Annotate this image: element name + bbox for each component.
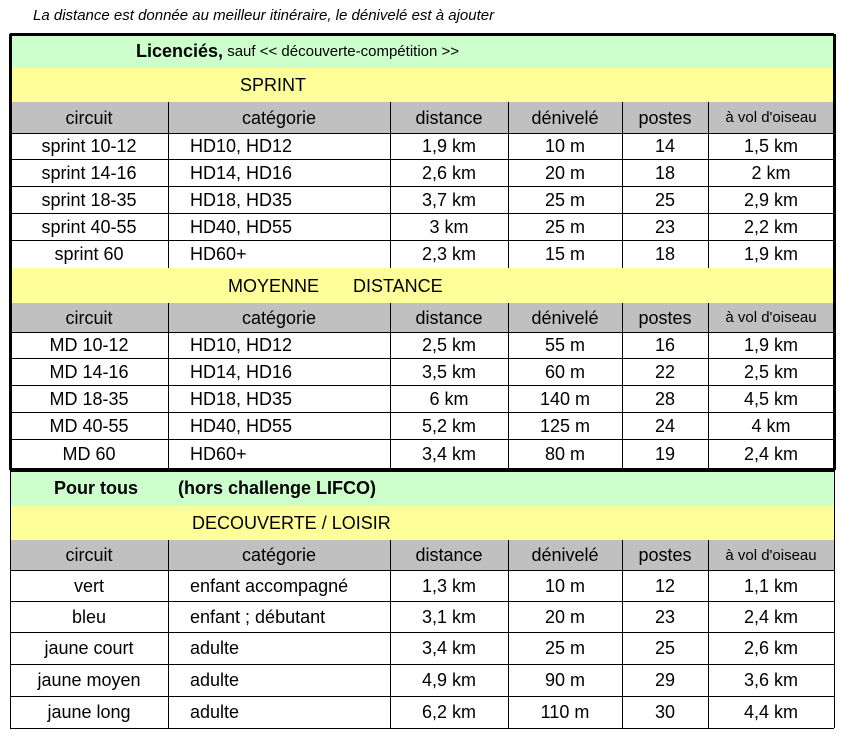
rule-line [708,358,709,385]
pour-tous-banner [10,470,834,506]
rule-line [508,632,509,664]
table-cell: 10 m [544,575,586,596]
column-header: circuit [10,303,168,332]
table-cell: adulte [190,702,240,722]
table-cell: jaune long [47,702,131,722]
column-header: distance [390,540,508,570]
rule-line [622,540,623,570]
table-cell: 29 [654,670,676,690]
rule-line [622,186,623,213]
table-cell: MD 40-55 [49,415,129,436]
table-cell: vert [73,575,104,596]
table-cell: 25 m [544,216,586,237]
column-header: à vol d'oiseau [708,540,834,570]
rule-line [9,34,12,470]
table-cell: sprint 14-16 [41,162,137,183]
table-cell: 16 [654,335,676,355]
rule-line [390,632,391,664]
rule-line [508,240,509,268]
rule-line [390,332,391,358]
table-cell: enfant accompagné [190,575,349,596]
rule-line [708,102,709,133]
rule-line [622,632,623,664]
rule-line [168,570,169,601]
table-cell: 23 [654,216,676,237]
table-cell: 3,1 km [421,606,477,627]
rule-line [708,332,709,358]
licencies-banner [10,34,834,68]
rule-line [168,385,169,412]
table-cell: 2 km [751,162,791,183]
rule-line [622,358,623,385]
table-cell: MD 10-12 [49,335,129,355]
table-cell: 2,4 km [743,606,799,627]
table-cell: 3 km [429,216,469,237]
rule-line [168,696,169,728]
table-cell: 25 [654,638,676,658]
table-cell: bleu [71,606,107,627]
rule-line [708,601,709,632]
rule-line [708,664,709,696]
table-cell: 20 m [544,606,586,627]
column-header: à vol d'oiseau [708,303,834,332]
table-cell: 3,4 km [421,443,477,464]
rule-line [622,696,623,728]
table-cell: 90 m [544,670,586,690]
column-header: à vol d'oiseau [708,102,834,133]
table-cell: 3,6 km [743,670,799,690]
table-cell: 14 [654,136,676,156]
table-cell: 6 km [429,388,469,409]
table-cell: 25 m [544,638,586,658]
table-cell: 1,9 km [743,244,799,264]
table-cell: enfant ; débutant [190,606,326,627]
rule-line [833,34,836,470]
rule-line [708,303,709,332]
table-cell: 25 [654,189,676,210]
rule-line [508,540,509,570]
rule-line [622,133,623,159]
rule-line [622,664,623,696]
column-header: catégorie [168,102,390,133]
table-cell: 12 [654,575,676,596]
table-cell: 1,3 km [421,575,477,596]
column-header: postes [622,303,708,332]
table-cell: HD14, HD16 [190,162,293,183]
rule-line [508,570,509,601]
rule-line [390,385,391,412]
rule-line [508,303,509,332]
rule-line [168,358,169,385]
rule-line [708,540,709,570]
rule-line [622,303,623,332]
rule-line [168,601,169,632]
table-cell: HD10, HD12 [190,136,293,156]
table-cell: HD60+ [190,244,247,264]
licencies-title: Licenciés, [136,41,224,61]
table-cell: 23 [654,606,676,627]
rule-line [708,133,709,159]
table-cell: 2,6 km [743,638,799,658]
rule-line [508,332,509,358]
column-header: catégorie [168,303,390,332]
moyenne-title-b: DISTANCE [353,275,443,296]
table-cell: 140 m [539,388,591,409]
rule-line [508,358,509,385]
rule-line [390,664,391,696]
table-cell: 30 [654,702,676,722]
table-cell: HD60+ [190,443,247,464]
rule-line [168,632,169,664]
column-header: dénivelé [508,540,622,570]
table-cell: HD18, HD35 [190,388,293,409]
rule-line [508,159,509,186]
rule-line [508,412,509,439]
table-cell: HD40, HD55 [190,415,293,436]
column-header: dénivelé [508,102,622,133]
rule-line [168,240,169,268]
rule-line [708,213,709,240]
table-cell: 1,1 km [743,575,799,596]
table-cell: HD40, HD55 [190,216,293,237]
table-cell: HD18, HD35 [190,189,293,210]
column-header: catégorie [168,540,390,570]
table-cell: 3,4 km [421,638,477,658]
table-cell: 55 m [544,335,586,355]
table-cell: 2,5 km [743,361,799,382]
rule-line [708,632,709,664]
table-cell: 4,5 km [743,388,799,409]
table-cell: jaune moyen [37,670,141,690]
table-cell: 6,2 km [421,702,477,722]
column-header: circuit [10,540,168,570]
rule-line [390,133,391,159]
table-cell: 2,4 km [743,443,799,464]
table-cell: 4,9 km [421,670,477,690]
table-cell: 20 m [544,162,586,183]
rule-line [622,385,623,412]
column-header: distance [390,102,508,133]
rule-line [508,439,509,468]
rule-line [508,601,509,632]
column-header: postes [622,540,708,570]
rule-line [390,696,391,728]
table-cell: 2,5 km [421,335,477,355]
rule-line [834,470,835,728]
rule-line [10,33,834,36]
rule-line [508,186,509,213]
table-cell: 22 [654,361,676,382]
table-cell: 15 m [544,244,586,264]
rule-line [508,102,509,133]
column-header: postes [622,102,708,133]
table-cell: 24 [654,415,676,436]
rule-line [508,213,509,240]
sprint-title: SPRINT [10,68,834,102]
rule-line [390,439,391,468]
rule-line [390,186,391,213]
table-cell: 18 [654,244,676,264]
table-cell: HD14, HD16 [190,361,293,382]
table-cell: 1,5 km [743,136,799,156]
table-cell: 3,5 km [421,361,477,382]
table-cell: 2,9 km [743,189,799,210]
table-cell: 28 [654,388,676,409]
rule-line [10,469,834,472]
table-cell: 2,6 km [421,162,477,183]
rule-line [622,102,623,133]
rule-line [168,412,169,439]
table-cell: sprint 10-12 [41,136,137,156]
rule-line [390,570,391,601]
rule-line [622,213,623,240]
rule-line [622,332,623,358]
rule-line [708,696,709,728]
decouverte-title: DECOUVERTE / LOISIR [10,506,834,540]
rule-line [168,664,169,696]
table-cell: sprint 18-35 [41,189,137,210]
table-cell: 2,2 km [743,216,799,237]
rule-line [390,159,391,186]
table-cell: adulte [190,638,240,658]
rule-line [708,159,709,186]
rule-line [390,601,391,632]
rule-line [168,540,169,570]
column-header: distance [390,303,508,332]
rule-line [10,728,834,729]
moyenne-title-a: MOYENNE [228,275,320,296]
table-cell: adulte [190,670,240,690]
rule-line [168,102,169,133]
page-note: La distance est donnée au meilleur itinéraire, le dénivelé est à ajouter [33,7,495,24]
rule-line [508,385,509,412]
rule-line [622,570,623,601]
table-cell: 4 km [751,415,791,436]
table-cell: 18 [654,162,676,183]
table-cell: 110 m [540,702,590,722]
rule-line [708,240,709,268]
rule-line [622,412,623,439]
rule-line [10,470,11,728]
rule-line [708,439,709,468]
rule-line [168,159,169,186]
rule-line [622,240,623,268]
table-cell: sprint 60 [54,244,124,264]
rule-line [390,358,391,385]
table-cell: 5,2 km [421,415,477,436]
table-cell: HD10, HD12 [190,335,293,355]
table-cell: 10 m [544,136,586,156]
rule-line [708,385,709,412]
table-cell: sprint 40-55 [41,216,137,237]
moyenne-title [10,268,834,303]
rule-line [622,159,623,186]
rule-line [390,240,391,268]
rule-line [708,412,709,439]
rule-line [390,102,391,133]
table-cell: 19 [654,443,676,464]
table-cell: 80 m [544,443,586,464]
table-cell: 60 m [544,361,586,382]
rule-line [508,133,509,159]
rule-line [168,186,169,213]
column-header: dénivelé [508,303,622,332]
table-cell: MD 14-16 [49,361,129,382]
table-cell: 1,9 km [743,335,799,355]
table-cell: MD 18-35 [49,388,129,409]
table-cell: 1,9 km [421,136,477,156]
rule-line [168,332,169,358]
table-cell: jaune court [44,638,134,658]
rule-line [622,601,623,632]
table-cell: 2,3 km [421,244,477,264]
rule-line [708,186,709,213]
table-cell: 125 m [539,415,591,436]
rule-line [622,439,623,468]
licencies-subtitle: sauf << découverte-compétition >> [223,42,460,60]
pour-tous-note: (hors challenge LIFCO) [178,478,377,498]
table-cell: 3,7 km [421,189,477,210]
rule-line [168,133,169,159]
column-header: circuit [10,102,168,133]
rule-line [508,664,509,696]
rule-line [168,439,169,468]
table-cell: 4,4 km [743,702,799,722]
rule-line [708,570,709,601]
rule-line [390,412,391,439]
rule-line [168,303,169,332]
rule-line [508,696,509,728]
rule-line [390,540,391,570]
pour-tous-label: Pour tous [54,478,138,498]
table-cell: MD 60 [62,443,116,464]
rule-line [390,213,391,240]
rule-line [168,213,169,240]
table-cell: 25 m [544,189,586,210]
rule-line [390,303,391,332]
